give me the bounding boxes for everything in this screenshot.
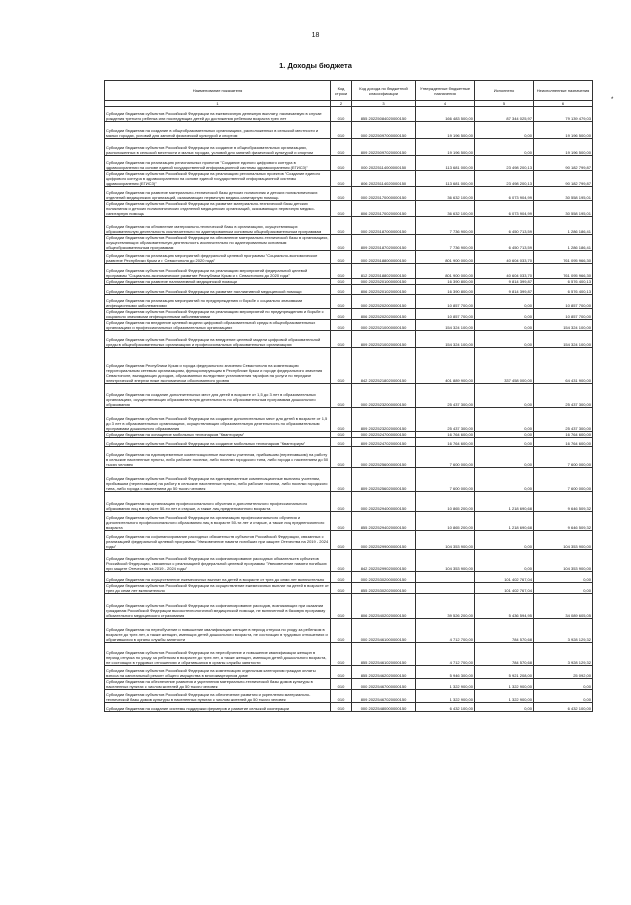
row-income-code: 000 20225247000000150 <box>352 432 416 438</box>
row-remaining: 0,00 <box>534 583 593 594</box>
table-row <box>105 438 593 447</box>
row-remaining: 0,00 <box>534 679 593 690</box>
row-line-code: 010 <box>331 550 352 572</box>
row-income-code: 000 20225232000000150 <box>352 384 416 408</box>
row-name: Субсидии бюджетам субъектов Российской Федерации на осуществление ежемесячных выплат на детей в возрасте от трех до семи лет включительно <box>106 583 329 593</box>
row-income-code: 000 20225187000000150 <box>352 217 416 235</box>
row-executed: 6 450 713,59 <box>475 217 534 235</box>
table-row <box>105 408 593 432</box>
row-line-code: 010 <box>331 320 352 331</box>
row-executed: 40 604 033,70 <box>475 251 534 264</box>
row-line-code: 010 <box>331 438 352 447</box>
table-row <box>105 264 593 279</box>
row-name: Субсидии бюджетам на развитие материально-технической базы детских поликлиник и детских поликлинических отделений медицинских организаций, оказывающих первичную медико-санитарную помощь <box>105 187 331 201</box>
row-income-code: 000 20225114000000150 <box>352 156 416 171</box>
row-line-code: 010 <box>331 572 352 583</box>
row-approved: 7 600 000,00 <box>416 447 475 468</box>
row-name: Субсидии бюджетам на оснащение мобильных технопарков "Кванториум" <box>105 432 331 438</box>
row-remaining: 34 089 605,05 <box>534 594 593 619</box>
row-executed: 0,00 <box>475 309 534 320</box>
row-executed: 784 570,68 <box>475 619 534 643</box>
row-name: Субсидии бюджетам субъектов Российской Федерации на единовременные компенсационные выплаты учителям, прибывшим (переехавшим) на работу в сельские населенные пункты, либо рабочие поселки, либо поселки городского типа, либо города с населением до 50 тысяч человек <box>105 468 331 492</box>
row-remaining: 19 196 500,00 <box>534 139 593 156</box>
row-line-code: 010 <box>331 583 352 594</box>
table-row <box>105 187 593 201</box>
table-row <box>105 201 593 217</box>
row-name: Субсидии бюджетам на реализацию мероприятий федеральной целевой программы "Социально-экономическое развитие Республики Крым и г. Севастополя до 2020 года" <box>105 251 331 264</box>
row-line-code: 010 <box>331 201 352 217</box>
table-row <box>105 331 593 348</box>
row-approved: 19 196 500,00 <box>416 122 475 139</box>
row-remaining: 0,00 <box>534 690 593 703</box>
row-income-code: 806 20225402020000150 <box>352 594 416 619</box>
row-approved: 5 946 300,00 <box>416 666 475 679</box>
document-title: 1. Доходы бюджета <box>279 61 352 70</box>
row-remaining: 19 196 500,00 <box>534 122 593 139</box>
table-row <box>105 156 593 171</box>
table-row <box>105 295 593 309</box>
row-line-code: 010 <box>331 384 352 408</box>
table-row <box>105 235 593 251</box>
table-row <box>105 690 593 703</box>
row-executed: 0,00 <box>475 550 534 572</box>
header-remaining: Неисполненные назначения <box>534 81 593 101</box>
row-executed: 40 604 033,70 <box>475 264 534 279</box>
header-executed: Исполнено <box>475 81 534 101</box>
row-executed: 101 402 767,04 <box>475 572 534 583</box>
row-line-code: 010 <box>331 594 352 619</box>
row-approved: 16 390 800,00 <box>416 285 475 295</box>
row-approved: 4 712 700,00 <box>416 643 475 666</box>
row-executed: 0,00 <box>475 331 534 348</box>
row-approved: 10 857 700,00 <box>416 309 475 320</box>
row-name: Субсидии бюджетам субъектов Российской Федерации на создание дополнительных мест для детей в возрасте от 1,5 до 3 лет в образовательных организациях, осуществляющих образовательную деятельность по образовательным программам дошкольного образования <box>105 408 331 432</box>
row-approved: 1 322 900,00 <box>416 679 475 690</box>
table-row <box>105 643 593 666</box>
row-executed: 0,00 <box>475 438 534 447</box>
row-line-code: 010 <box>331 217 352 235</box>
row-remaining: 6 432 100,00 <box>534 703 593 712</box>
row-income-code: 809 20225210020000150 <box>352 331 416 348</box>
row-name: Субсидии бюджетам субъектов Российской Федерации на софинансирование расходных обязательств субъектов Российской Федерации, связанных с реализацией федеральной целевой программы "Увековечение памяти погибших при защите Отечества на 2019 - 2024 годы" <box>105 550 331 572</box>
table-row <box>105 531 593 550</box>
row-executed: 6 073 904,99 <box>475 201 534 217</box>
row-name: Субсидии бюджетам Республики Крым и города федерального значения Севастополя на компенсацию территориальным сетевым организациям, функционирующим в Республике Крым и городе федерального значения Севастополе, выпадающих доходов, образованных вследствие установления тарифов на услуги по передаче электрической энергии ниже экономически обоснованного уровня <box>105 348 331 384</box>
row-remaining: 25 437 300,00 <box>534 408 593 432</box>
row-line-code: 010 <box>331 492 352 512</box>
row-name: Субсидии бюджетам на развитие паллиативной медицинской помощи <box>105 279 331 285</box>
row-remaining: 30 558 195,01 <box>534 201 593 217</box>
row-line-code: 010 <box>331 512 352 531</box>
row-name: Субсидии бюджетам субъектов Российской Федерации на развитие материально-технической базы детских поликлиник и детских поликлинических отделений медицинских организаций, оказывающих первичную медико-санитарную помощь <box>105 201 331 217</box>
row-executed: 6 450 713,59 <box>475 235 534 251</box>
row-income-code: 000 20225097000000150 <box>352 122 416 139</box>
column-number: 2 <box>331 101 352 107</box>
row-line-code: 010 <box>331 235 352 251</box>
row-income-code: 809 20225247020000150 <box>352 438 416 447</box>
row-approved: 16 764 600,00 <box>416 438 475 447</box>
row-approved: 6 432 100,00 <box>416 703 475 712</box>
row-approved <box>416 583 475 594</box>
row-name: Субсидии бюджетам субъектов Российской Федерации на реализацию мероприятий по предупреждению и борьбе с социально значимыми инфекционными заболеваниями <box>105 309 331 320</box>
table-row <box>105 309 593 320</box>
table-row <box>105 320 593 331</box>
row-remaining: 3 928 129,32 <box>534 619 593 643</box>
row-name: Субсидии бюджетам субъектов Российской Федерации на ежемесячную денежную выплату, назначаемую в случае рождения третьего ребенка или последующих детей до достижения ребенком возраста трех лет <box>105 107 331 122</box>
row-income-code: 855 20225461020000150 <box>352 643 416 666</box>
row-executed: 0,00 <box>475 531 534 550</box>
row-executed: 0,00 <box>475 432 534 438</box>
row-remaining: 90 182 799,87 <box>534 171 593 187</box>
row-executed: 9 814 399,87 <box>475 285 534 295</box>
table-row <box>105 550 593 572</box>
row-approved <box>416 572 475 583</box>
row-remaining: 10 857 700,00 <box>534 295 593 309</box>
row-income-code: 855 20225302020000150 <box>352 583 416 594</box>
column-number: 3 <box>352 101 416 107</box>
row-name: Субсидии бюджетам субъектов Российской Федерации на переобучение и повышение квалификации женщин в период отпуска по уходу за ребенком в возрасте до трех лет, а также женщин, имеющих детей дошкольного возраста, не состоящих в трудовых отношениях и обратившихся в органы службы занятости <box>105 643 331 666</box>
row-executed: 1 322 900,00 <box>475 690 534 703</box>
row-remaining: 90 182 799,87 <box>534 156 593 171</box>
row-name: Субсидии бюджетам на осуществление ежемесячных выплат на детей в возрасте от трех до семи лет включительно <box>105 572 331 583</box>
row-executed: 1 218 690,68 <box>475 512 534 531</box>
row-approved: 7 600 000,00 <box>416 468 475 492</box>
table-row <box>105 594 593 619</box>
row-approved: 16 390 800,00 <box>416 279 475 285</box>
table-row <box>105 139 593 156</box>
row-executed: 784 570,68 <box>475 643 534 666</box>
table-row <box>105 703 593 712</box>
row-executed: 5 436 594,95 <box>475 594 534 619</box>
row-remaining: 79 139 479,03 <box>534 107 593 122</box>
row-income-code: 000 20225210000000150 <box>352 320 416 331</box>
row-executed: 0,00 <box>475 139 534 156</box>
row-income-code: 812 20225188020000150 <box>352 264 416 279</box>
row-line-code: 010 <box>331 285 352 295</box>
row-approved: 801 900 000,00 <box>416 264 475 279</box>
row-executed: 101 402 767,04 <box>475 583 534 594</box>
row-line-code: 010 <box>331 679 352 690</box>
row-remaining: 16 764 600,00 <box>534 432 593 438</box>
row-income-code: 000 20225188000000150 <box>352 251 416 264</box>
row-approved: 1 322 900,00 <box>416 690 475 703</box>
row-executed: 0,00 <box>475 408 534 432</box>
row-line-code: 010 <box>331 156 352 171</box>
row-name: Субсидии бюджетам на внедрение целевой модели цифровой образовательной среды в общеобразовательных организациях и профессиональных образовательных организациях <box>105 320 331 331</box>
row-line-code: 010 <box>331 251 352 264</box>
row-executed: 5 921 208,00 <box>475 666 534 679</box>
row-name: Субсидии бюджетам субъектов Российской Федерации на реализацию мероприятий федеральной целевой программы "Социально-экономическое развитие Республики Крым и г. Севастополя до 2020 года" <box>105 264 331 279</box>
row-name: Субсидии бюджетам субъектов Российской Федерации на софинансирование расходов, возникающих при оказании гражданам Российской Федерации высокотехнологичной медицинской помощи, не включенной в базовую программу обязательного медицинского страхования <box>105 594 331 619</box>
column-number: 1 <box>105 101 331 107</box>
row-line-code: 010 <box>331 432 352 438</box>
row-line-code: 010 <box>331 171 352 187</box>
row-income-code: 855 20225294020000150 <box>352 512 416 531</box>
row-remaining: 25 092,00 <box>534 666 593 679</box>
row-name: Субсидии бюджетам на создание дополнительных мест для детей в возрасте от 1,5 до 3 лет в образовательных организациях, осуществляющих образовательную деятельность по образовательным программам дошкольного образования <box>105 384 331 408</box>
row-executed: 1 218 690,68 <box>475 492 534 512</box>
row-executed: 0,00 <box>475 384 534 408</box>
row-approved: 401 889 900,00 <box>416 348 475 384</box>
row-name: Субсидии бюджетам на обеспечение развития и укрепления материально-технической базы домов культуры в населенных пунктах с числом жителей до 50 тысяч человек <box>105 679 331 690</box>
row-income-code: 809 20225232020000150 <box>352 408 416 432</box>
row-remaining: 6 576 400,13 <box>534 279 593 285</box>
row-remaining: 1 286 186,41 <box>534 235 593 251</box>
table-row <box>105 447 593 468</box>
table-row <box>105 619 593 643</box>
row-approved: 166 483 500,00 <box>416 107 475 122</box>
row-line-code: 010 <box>331 408 352 432</box>
table-row <box>105 384 593 408</box>
row-income-code: 809 20225097020000150 <box>352 139 416 156</box>
row-income-code: 842 20225299020000150 <box>352 550 416 572</box>
row-remaining: 6 576 400,13 <box>534 285 593 295</box>
row-line-code: 010 <box>331 279 352 285</box>
row-income-code: 842 20225218020000150 <box>352 348 416 384</box>
table-row <box>105 285 593 295</box>
row-line-code: 010 <box>331 447 352 468</box>
table-row <box>105 583 593 594</box>
row-income-code: 000 20225467000000150 <box>352 679 416 690</box>
row-executed: 6 073 904,99 <box>475 187 534 201</box>
row-approved: 36 632 100,00 <box>416 201 475 217</box>
row-name: Субсидии бюджетам субъектов Российской Федерации на обеспечение развития и укрепления материально-технической базы домов культуры в населенных пунктах с числом жителей до 50 тысяч человек <box>105 690 331 703</box>
row-remaining: 104 353 900,00 <box>534 531 593 550</box>
row-approved: 19 196 500,00 <box>416 139 475 156</box>
row-remaining: 30 558 195,01 <box>534 187 593 201</box>
row-approved: 154 324 100,00 <box>416 320 475 331</box>
column-number: 4 <box>416 101 475 107</box>
row-approved: 10 857 700,00 <box>416 295 475 309</box>
table-row <box>105 679 593 690</box>
table-row <box>105 122 593 139</box>
row-line-code: 010 <box>331 348 352 384</box>
row-line-code: 010 <box>331 703 352 712</box>
row-income-code: 000 20225202000000150 <box>352 295 416 309</box>
row-approved: 113 681 000,00 <box>416 171 475 187</box>
row-remaining: 25 437 300,00 <box>534 384 593 408</box>
row-remaining: 64 431 900,00 <box>534 348 593 384</box>
row-remaining: 761 095 966,30 <box>534 251 593 264</box>
row-executed: 0,00 <box>475 122 534 139</box>
page-number: 18 <box>311 32 320 39</box>
column-number: 6 <box>534 101 593 107</box>
row-remaining: 3 928 129,32 <box>534 643 593 666</box>
table-body <box>105 107 593 712</box>
row-remaining: 9 646 509,32 <box>534 512 593 531</box>
row-executed: 0,00 <box>475 320 534 331</box>
row-name: Субсидии бюджетам субъектов Российской Федерации на внедрение целевой модели цифровой образовательной среды в общеобразовательных организациях и профессиональных образовательных организациях <box>105 331 331 348</box>
row-executed: 0,00 <box>475 295 534 309</box>
row-remaining: 7 600 000,00 <box>534 468 593 492</box>
table-row <box>105 251 593 264</box>
row-income-code: 000 20225201000000150 <box>352 279 416 285</box>
row-line-code: 010 <box>331 331 352 348</box>
row-line-code: 010 <box>331 139 352 156</box>
row-executed: 9 814 399,87 <box>475 279 534 285</box>
row-line-code: 010 <box>331 690 352 703</box>
row-name: Субсидии бюджетам субъектов Российской Федерации на создание в общеобразовательных организациях, расположенных в сельской местности и малых городах, условий для занятий физической культурой и спортом <box>105 139 331 156</box>
row-approved: 39 526 200,00 <box>416 594 475 619</box>
row-approved: 801 900 000,00 <box>416 251 475 264</box>
row-line-code: 010 <box>331 619 352 643</box>
table-row <box>105 572 593 583</box>
row-income-code: 855 20225084020000150 <box>352 107 416 122</box>
row-line-code: 010 <box>331 309 352 320</box>
header-income-code: Код дохода по бюджетной классификации <box>352 81 416 101</box>
row-income-code: 000 20225294000000150 <box>352 492 416 512</box>
table-row <box>105 666 593 679</box>
row-approved: 25 437 300,00 <box>416 384 475 408</box>
row-income-code: 000 20225461000000150 <box>352 619 416 643</box>
row-income-code: 806 20225202020000150 <box>352 309 416 320</box>
table-row <box>105 107 593 122</box>
row-approved: 25 437 300,00 <box>416 408 475 432</box>
row-name: Субсидии бюджетам субъектов Российской Федерации на компенсацию отдельным категориям граждан оплаты взноса на капитальный ремонт общего имущества в многоквартирном доме <box>105 666 331 679</box>
row-name: Субсидии бюджетам на создание системы поддержки фермеров и развитие сельской кооперации <box>105 703 331 712</box>
row-income-code: 000 20225170000000150 <box>352 187 416 201</box>
header-approved: Утвержденные бюджетные назначения <box>416 81 475 101</box>
row-income-code: 806 20225170020000150 <box>352 201 416 217</box>
table-row <box>105 171 593 187</box>
row-remaining: 104 353 900,00 <box>534 550 593 572</box>
row-remaining: 10 857 700,00 <box>534 309 593 320</box>
row-line-code: 010 <box>331 531 352 550</box>
header-line-code: Код строки <box>331 81 352 101</box>
row-executed: 337 458 000,00 <box>475 348 534 384</box>
row-line-code: 010 <box>331 107 352 122</box>
row-approved: 16 764 600,00 <box>416 432 475 438</box>
row-name: Субсидии бюджетам субъектов Российской Федерации на организацию профессионального обучения и дополнительного профессионального образования лиц в возрасте 50-ти лет и старше, а также лиц предпенсионного возраста <box>105 512 331 531</box>
row-income-code: 806 20225201020000150 <box>352 285 416 295</box>
row-approved: 4 712 700,00 <box>416 619 475 643</box>
row-name: Субсидии бюджетам субъектов Российской Федерации на создание мобильных технопарков "Кванториум" <box>105 438 331 447</box>
row-remaining: 761 095 966,30 <box>534 264 593 279</box>
row-approved: 36 632 100,00 <box>416 187 475 201</box>
row-line-code: 010 <box>331 295 352 309</box>
budget-revenue-table <box>104 80 593 712</box>
row-line-code: 010 <box>331 666 352 679</box>
row-name: Субсидии бюджетам на софинансирование расходных обязательств субъектов Российской Федерации, связанных с реализацией федеральной целевой программы "Увековечение памяти погибших при защите Отечества на 2019 - 2024 годы" <box>105 531 331 550</box>
row-name: Субсидии бюджетам субъектов Российской Федерации на реализацию региональных проектов "Создание единого цифрового контура в здравоохранении на основе единой государственной информационной системы здравоохранения (ЕГИСЗ)" <box>105 171 331 187</box>
row-approved: 10 865 200,00 <box>416 492 475 512</box>
row-executed: 23 498 200,13 <box>475 171 534 187</box>
row-income-code: 809 20225187020000150 <box>352 235 416 251</box>
table-row <box>105 512 593 531</box>
row-name: Субсидии бюджетам на создание в общеобразовательных организациях, расположенных в сельской местности и малых городах, условий для занятий физической культурой и спортом <box>105 122 331 139</box>
row-remaining: 9 646 509,32 <box>534 492 593 512</box>
row-remaining: 0,00 <box>534 572 593 583</box>
row-income-code: 000 20225480000000150 <box>352 703 416 712</box>
row-executed: 23 498 200,13 <box>475 156 534 171</box>
row-remaining: 7 600 000,00 <box>534 447 593 468</box>
row-line-code: 010 <box>331 468 352 492</box>
row-approved: 154 324 100,00 <box>416 331 475 348</box>
row-name: Субсидии бюджетам на реализацию региональных проектов "Создание единого цифрового контура в здравоохранении на основе единой государственной информационной системы здравоохранения (ЕГИСЗ)" <box>105 156 331 171</box>
row-name: Субсидии бюджетам на обновление материально-технической базы в организациях, осуществляющих образовательную деятельность исключительно по адаптированным основным общеобразовательным программам <box>105 217 331 235</box>
row-approved: 7 736 900,00 <box>416 235 475 251</box>
row-remaining: 154 324 100,00 <box>534 331 593 348</box>
row-remaining: 154 324 100,00 <box>534 320 593 331</box>
row-executed: 1 322 900,00 <box>475 679 534 690</box>
row-approved: 113 681 000,00 <box>416 156 475 171</box>
row-name: Субсидии бюджетам субъектов Российской Федерации на обновление материально-технической базы в организациях, осуществляющих образовательную деятельность исключительно по адаптированным основным общеобразовательным программам <box>106 235 329 250</box>
row-name: Субсидии бюджетам на организацию профессионального обучения и дополнительного профессионального образования лиц в возрасте 50-ти лет и старше, а также лиц предпенсионного возраста <box>105 492 331 512</box>
row-income-code: 000 20225302000000150 <box>352 572 416 583</box>
row-name: Субсидии бюджетам на единовременные компенсационные выплаты учителям, прибывшим (переехавшим) на работу в сельские населенные пункты, либо рабочие поселки, либо поселки городского типа, либо города с населением до 50 тысяч человек <box>105 447 331 468</box>
row-income-code: 809 20225256020000150 <box>352 468 416 492</box>
table-header-row <box>105 81 593 101</box>
row-line-code: 010 <box>331 187 352 201</box>
row-name: Субсидии бюджетам субъектов Российской Федерации на развитие паллиативной медицинской помощи <box>105 285 331 295</box>
row-income-code: 000 20225256000000150 <box>352 447 416 468</box>
column-number: 5 <box>475 101 534 107</box>
row-line-code: 010 <box>331 122 352 139</box>
row-name: Субсидии бюджетам на переобучение и повышение квалификации женщин в период отпуска по уходу за ребенком в возрасте до трех лет, а также женщин, имеющих детей дошкольного возраста, не состоящих в трудовых отношениях и обратившихся в органы службы занятости <box>105 619 331 643</box>
table-row <box>105 492 593 512</box>
row-approved: 104 353 900,00 <box>416 531 475 550</box>
row-executed: 87 344 025,97 <box>475 107 534 122</box>
row-remaining: 16 764 600,00 <box>534 438 593 447</box>
header-indicator-name: Наименование показателя <box>105 81 331 101</box>
row-executed: 0,00 <box>475 703 534 712</box>
table-row <box>105 217 593 235</box>
row-income-code: 806 20225114020000150 <box>352 171 416 187</box>
row-income-code: 855 20225462020000150 <box>352 666 416 679</box>
row-income-code: 000 20225299000000150 <box>352 531 416 550</box>
row-approved: 104 353 900,00 <box>416 550 475 572</box>
row-executed: 0,00 <box>475 468 534 492</box>
row-approved: 10 865 200,00 <box>416 512 475 531</box>
row-line-code: 010 <box>331 643 352 666</box>
table-row <box>105 468 593 492</box>
table-row <box>105 348 593 384</box>
row-approved: 7 736 900,00 <box>416 217 475 235</box>
margin-mark: * <box>611 97 614 103</box>
row-income-code: 809 20225467020000150 <box>352 690 416 703</box>
row-executed: 0,00 <box>475 447 534 468</box>
row-line-code: 010 <box>331 264 352 279</box>
row-remaining: 1 286 186,41 <box>534 217 593 235</box>
row-name: Субсидии бюджетам на реализацию мероприятий по предупреждению и борьбе с социально значимыми инфекционными заболеваниями <box>105 295 331 309</box>
